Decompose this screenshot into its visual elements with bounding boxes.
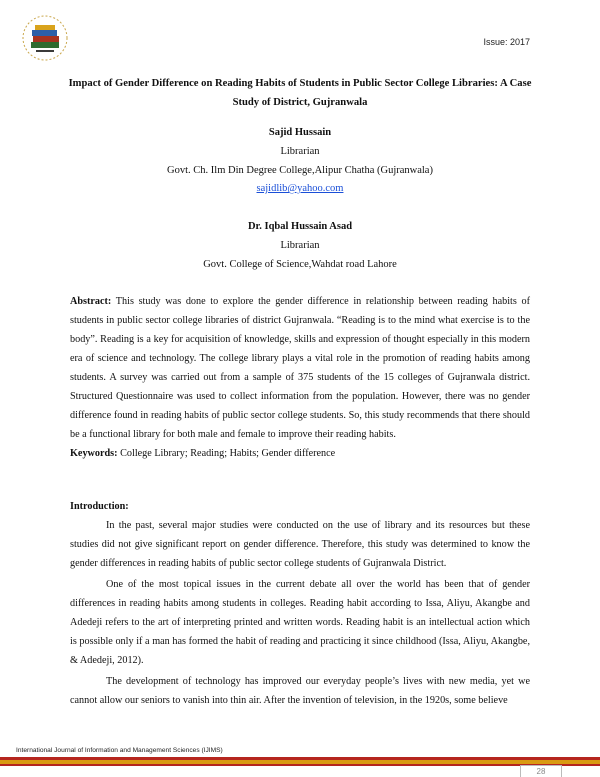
intro-paragraph: In the past, several major studies were conducted on the use of library and its resources but these studies did not give significant report on gender difference. Therefore, this study was determined to know the gender differences in reading habits of public sector college students of Gujranwala District. — [70, 520, 530, 569]
author-1-email-link[interactable]: sajidlib@yahoo.com — [256, 183, 344, 194]
author-1-affiliation: Govt. Ch. Ilm Din Degree College,Alipur Chatha (Gujranwala) — [167, 165, 433, 176]
issue-label: Issue: 2017 — [483, 37, 530, 47]
author-2-affiliation: Govt. College of Science,Wahdat road Lahore — [203, 259, 397, 270]
abstract-label: Abstract: — [70, 296, 112, 307]
page-number: 28 — [520, 765, 562, 777]
author-1-role: Librarian — [280, 146, 320, 157]
author-2-name: Dr. Iqbal Hussain Asad — [247, 221, 353, 232]
introduction-heading: Introduction: — [70, 501, 129, 512]
journal-logo — [20, 14, 70, 62]
author-1-name: Sajid Hussain — [268, 127, 332, 138]
abstract-text: This study was done to explore the gender difference in relationship between reading habits of students in public sector college libraries of district Gujranwala. “Reading is to the mind what exercise is to the body”. Reading is a key for acquisition of knowledge, skills and expression of thought especially in this modern era of science and technology. The college library plays a vital role in the promotion of reading habits among students. A survey was carried out from a sample of 375 students of the 15 colleges of Gujranwala district. Structured Questionnaire was used to collect information from the population. However, there was no gender difference found in reading habits of public sector college students. So, this study recommends that there should be a functional library for both male and female to improve their reading habits. — [70, 296, 530, 440]
intro-paragraph: One of the most topical issues in the current debate all over the world has been that of gender differences in reading habits among students in colleges. Reading habit according to Issa, Aliyu, Akangbe and Adedeji refers to the art of interpreting printed and written words. Reading habit is an intellectual action which is possible only if a man has formed the habit of reading and practicing it since childhood (Issa, Aliyu, Akangbe, & Adedeji, 2012). — [70, 579, 530, 666]
intro-paragraph: The development of technology has improved our everyday people’s lives with new media, yet we cannot allow our seniors to vanish into thin air. After the invention of television, in the 1920s, some believe — [70, 676, 530, 706]
keywords-label: Keywords: — [70, 448, 118, 459]
keywords-text: College Library; Reading; Habits; Gender difference — [120, 448, 336, 459]
paper-title: Impact of Gender Difference on Reading Habits of Students in Public Sector College Libraries: A Case Study of District, Gujranwala — [68, 78, 532, 108]
introduction-section — [70, 497, 530, 710]
footer-journal-name: International Journal of Information and Management Sciences (IJIMS) — [16, 747, 223, 754]
abstract-section — [70, 292, 530, 463]
author-2-role: Librarian — [280, 240, 320, 251]
footer-bar-red-2 — [0, 764, 600, 766]
